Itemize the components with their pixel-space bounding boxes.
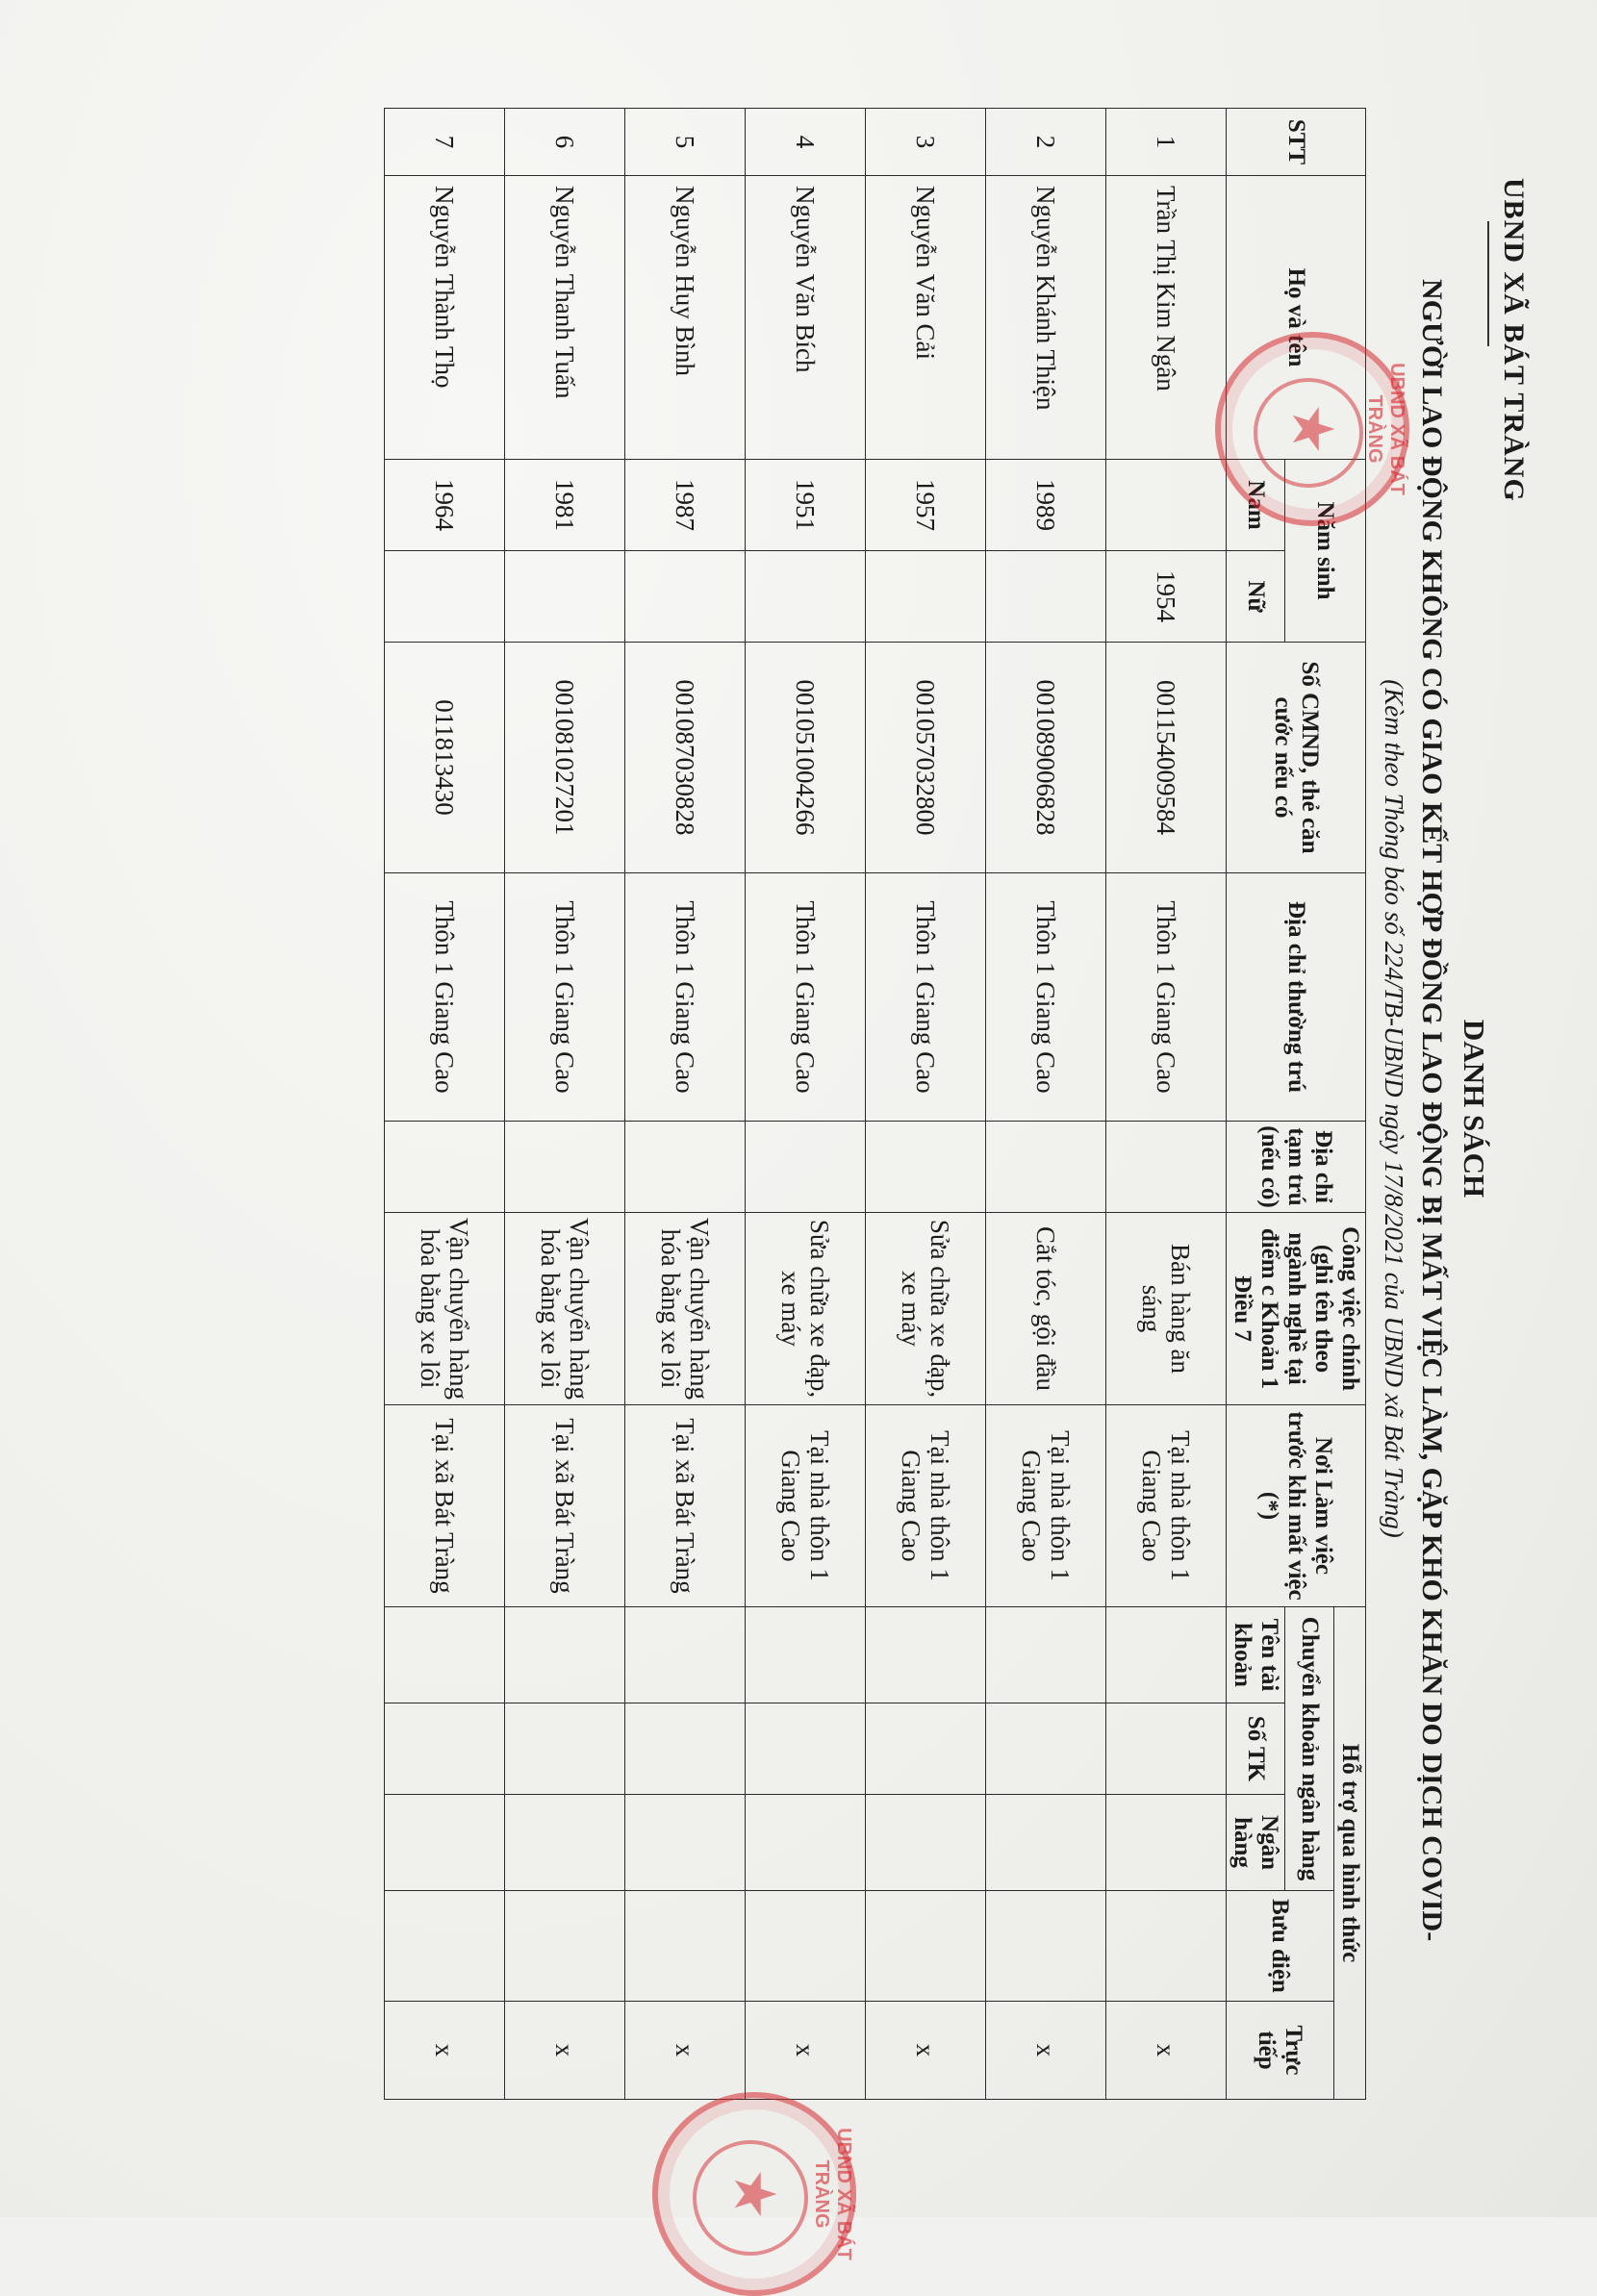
cell-workplace: Tại xã Bát Tràng	[625, 1405, 746, 1607]
cell-name: Nguyễn Thành Thọ	[385, 176, 505, 460]
cell-bank	[986, 1795, 1106, 1891]
cell-permanent-address: Thôn 1 Giang Cao	[1106, 873, 1227, 1122]
table-row	[625, 109, 746, 2100]
stamp-text-bottom: UBND XÃ BÁT TRÀNG	[811, 2128, 854, 2260]
cell-name: Nguyễn Thanh Tuấn	[505, 176, 625, 460]
header-bank-transfer: Chuyển khoản ngân hàng	[1285, 1607, 1334, 1891]
cell-stt: 4	[746, 109, 866, 176]
cell-temporary-address	[505, 1122, 625, 1213]
table-row	[385, 109, 505, 2100]
header-male: Nam	[1227, 460, 1285, 551]
cell-direct: x	[746, 2002, 866, 2100]
cell-direct: x	[866, 2002, 986, 2100]
table-row	[505, 109, 625, 2100]
header-bank: Ngân hàng	[1227, 1795, 1285, 1891]
cell-birth-female	[986, 551, 1106, 643]
cell-workplace: Tại nhà thôn 1 Giang Cao	[1106, 1405, 1227, 1607]
cell-main-job: Vận chuyển hàng hóa bằng xe lôi	[385, 1213, 505, 1405]
cell-post	[1106, 1891, 1227, 2002]
cell-main-job: Cắt tóc, gội đầu	[986, 1213, 1106, 1405]
cell-post	[505, 1891, 625, 2002]
header-main-job: Công việc chính (ghi tên theo ngành nghề tại điểm c Khoản 1 Điều 7	[1227, 1213, 1366, 1405]
header-stt: STT	[1227, 109, 1366, 176]
cell-main-job: Sửa chữa xe đạp, xe máy	[866, 1213, 986, 1405]
cell-permanent-address: Thôn 1 Giang Cao	[746, 873, 866, 1122]
cell-direct: x	[986, 2002, 1106, 2100]
cell-id-number: 001081027201	[505, 643, 625, 873]
cell-main-job: Vận chuyển hàng hóa bằng xe lôi	[625, 1213, 746, 1405]
document-note: (Kèm theo Thông báo số 224/TB-UBND ngày 17/8/2021 của UBND xã Bát Tràng)	[1380, 679, 1408, 1538]
header-direct: Trực tiếp	[1227, 2002, 1334, 2100]
cell-main-job: Vận chuyển hàng hóa bằng xe lôi	[505, 1213, 625, 1405]
cell-stt: 1	[1106, 109, 1227, 176]
cell-workplace: Tại nhà thôn 1 Giang Cao	[746, 1405, 866, 1607]
authority-name: UBND XÃ BÁT TRÀNG	[1498, 178, 1530, 502]
cell-bank	[505, 1795, 625, 1891]
cell-temporary-address	[986, 1122, 1106, 1213]
cell-name: Trần Thị Kim Ngân	[1106, 176, 1227, 460]
header-id-number: Số CMND, thẻ căn cước nếu có	[1227, 643, 1366, 873]
cell-birth-male: 1957	[866, 460, 986, 551]
cell-account-number	[1106, 1703, 1227, 1795]
cell-temporary-address	[385, 1122, 505, 1213]
cell-post	[866, 1891, 986, 2002]
stamp-star-icon: ★	[722, 2168, 786, 2220]
cell-direct: x	[505, 2002, 625, 2100]
cell-account-number	[505, 1703, 625, 1795]
header-support: Hỗ trợ qua hình thức	[1334, 1607, 1366, 2100]
header-account-number: Số TK	[1227, 1703, 1285, 1795]
table-row	[1106, 109, 1227, 2100]
cell-name: Nguyễn Huy Bình	[625, 176, 746, 460]
cell-post	[625, 1891, 746, 2002]
cell-account-number	[746, 1703, 866, 1795]
cell-account-number	[385, 1703, 505, 1795]
cell-stt: 6	[505, 109, 625, 176]
cell-bank	[625, 1795, 746, 1891]
cell-name: Nguyễn Văn Bích	[746, 176, 866, 460]
cell-account-name	[986, 1607, 1106, 1703]
cell-account-name	[385, 1607, 505, 1703]
cell-name: Nguyễn Văn Cải	[866, 176, 986, 460]
cell-temporary-address	[866, 1122, 986, 1213]
table-row	[746, 109, 866, 2100]
header-account-name: Tên tài khoản	[1227, 1607, 1285, 1703]
cell-bank	[385, 1795, 505, 1891]
cell-stt: 7	[385, 109, 505, 176]
cell-account-number	[986, 1703, 1106, 1795]
cell-permanent-address: Thôn 1 Giang Cao	[505, 873, 625, 1122]
cell-permanent-address: Thôn 1 Giang Cao	[385, 873, 505, 1122]
cell-birth-male: 1951	[746, 460, 866, 551]
cell-birth-female: 1954	[1106, 551, 1227, 643]
cell-permanent-address: Thôn 1 Giang Cao	[866, 873, 986, 1122]
cell-bank	[746, 1795, 866, 1891]
cell-direct: x	[625, 2002, 746, 2100]
table-row	[866, 109, 986, 2100]
cell-birth-male: 1981	[505, 460, 625, 551]
table-body	[385, 109, 1227, 2100]
cell-id-number: 001154009584	[1106, 643, 1227, 873]
document-subtitle: NGƯỜI LAO ĐỘNG KHÔNG CÓ GIAO KẾT HỢP ĐỒNG LAO ĐỘNG BỊ MẤT VIỆC LÀM, GẶP KHÓ KHĂN DO DỊCH COVID-	[1416, 279, 1448, 1942]
cell-workplace: Tại nhà thôn 1 Giang Cao	[866, 1405, 986, 1607]
cell-id-number: 001089006828	[986, 643, 1106, 873]
cell-birth-female	[866, 551, 986, 643]
cell-account-name	[866, 1607, 986, 1703]
header-post: Bưu điện	[1227, 1891, 1334, 2002]
cell-id-number: 001057032800	[866, 643, 986, 873]
cell-id-number: 001087030828	[625, 643, 746, 873]
cell-post	[746, 1891, 866, 2002]
header-permanent-address: Địa chỉ thường trú	[1227, 873, 1366, 1122]
header-female: Nữ	[1227, 551, 1285, 643]
cell-stt: 2	[986, 109, 1106, 176]
stamp-text-top: UBND XÃ BÁT TRÀNG	[1364, 363, 1407, 495]
cell-name: Nguyễn Khánh Thiện	[986, 176, 1106, 460]
cell-permanent-address: Thôn 1 Giang Cao	[986, 873, 1106, 1122]
official-stamp-top	[1215, 332, 1409, 526]
cell-workplace: Tại nhà thôn 1 Giang Cao	[986, 1405, 1106, 1607]
cell-bank	[1106, 1795, 1227, 1891]
header-workplace: Nơi Làm việc trước khi mất việc (*)	[1227, 1405, 1366, 1607]
cell-account-number	[866, 1703, 986, 1795]
cell-account-number	[625, 1703, 746, 1795]
header-name: Họ và tên	[1227, 176, 1366, 460]
header-temporary-address: Địa chỉ tạm trú (nếu có)	[1227, 1122, 1366, 1213]
cell-post	[385, 1891, 505, 2002]
cell-birth-male: 1989	[986, 460, 1106, 551]
cell-birth-male	[1106, 460, 1227, 551]
header-birth-year: Năm sinh	[1285, 460, 1366, 643]
stamp-star-icon: ★	[1280, 403, 1344, 455]
cell-stt: 5	[625, 109, 746, 176]
cell-workplace: Tại xã Bát Tràng	[505, 1405, 625, 1607]
cell-permanent-address: Thôn 1 Giang Cao	[625, 873, 746, 1122]
cell-temporary-address	[746, 1122, 866, 1213]
cell-account-name	[625, 1607, 746, 1703]
cell-birth-female	[625, 551, 746, 643]
cell-birth-female	[385, 551, 505, 643]
cell-id-number: 011813430	[385, 643, 505, 873]
cell-stt: 3	[866, 109, 986, 176]
cell-bank	[866, 1795, 986, 1891]
cell-workplace: Tại xã Bát Tràng	[385, 1405, 505, 1607]
cell-main-job: Bán hàng ăn sáng	[1106, 1213, 1227, 1405]
cell-temporary-address	[1106, 1122, 1227, 1213]
cell-main-job: Sửa chữa xe đạp, xe máy	[746, 1213, 866, 1405]
cell-account-name	[505, 1607, 625, 1703]
table-row	[986, 109, 1106, 2100]
cell-account-name	[1106, 1607, 1227, 1703]
cell-direct: x	[385, 2002, 505, 2100]
cell-birth-female	[505, 551, 625, 643]
cell-id-number: 001051004266	[746, 643, 866, 873]
official-stamp-bottom	[652, 2092, 856, 2296]
cell-temporary-address	[625, 1122, 746, 1213]
cell-birth-male: 1987	[625, 460, 746, 551]
cell-birth-female	[746, 551, 866, 643]
cell-direct: x	[1106, 2002, 1227, 2100]
cell-birth-male: 1964	[385, 460, 505, 551]
cell-account-name	[746, 1607, 866, 1703]
cell-post	[986, 1891, 1106, 2002]
document-title: DANH SÁCH	[1458, 1019, 1491, 1198]
